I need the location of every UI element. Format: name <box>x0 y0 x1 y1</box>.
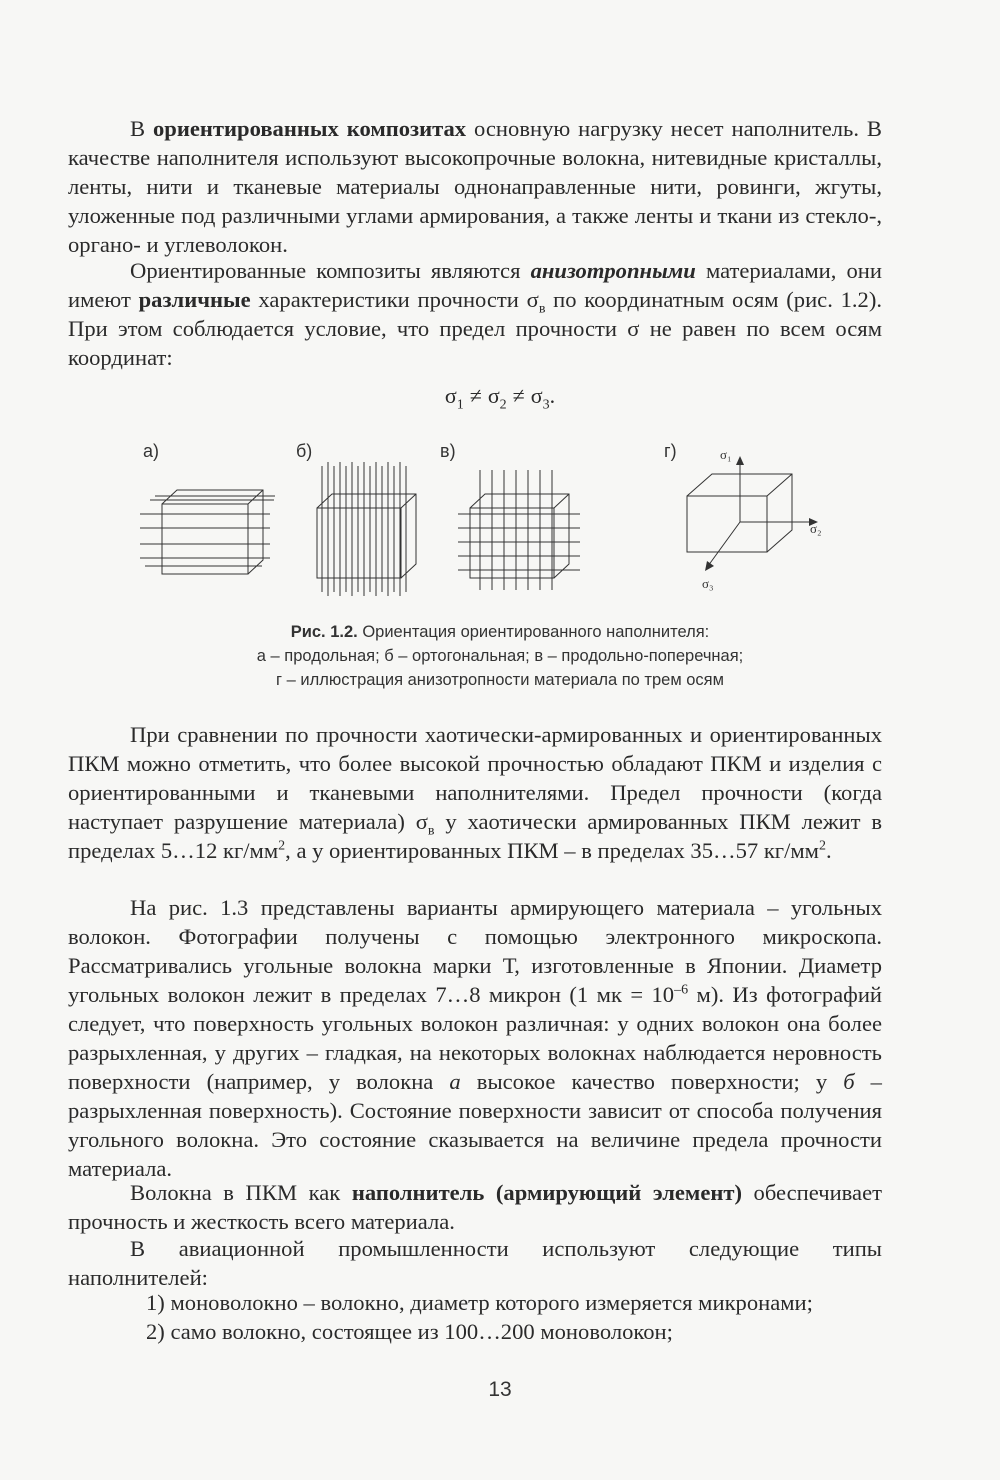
paragraph-3 <box>68 720 882 865</box>
cube-longitudinal-transverse <box>458 470 580 590</box>
p3-sup-1: 2 <box>278 838 286 854</box>
page-number: 13 <box>488 1378 512 1401</box>
arrow-down-left-icon <box>705 561 714 571</box>
p3-text-c: , а у ориентированных ПКМ – в пределах 35…57 кг/мм <box>285 838 819 863</box>
list-item: 1) моноволокно – волокно, диаметр которого измеряется микронами; <box>146 1290 813 1315</box>
caption-number: Рис. 1.2. <box>290 623 358 641</box>
paragraph-4 <box>68 893 882 1183</box>
list-item: 2) само волокно, состоящее из 100…200 моноволокон; <box>146 1319 673 1344</box>
figure-label-b: б) <box>296 441 313 461</box>
p3-text-b: у хаотически армированных ПКМ лежит в пределах 5…12 кг/мм <box>68 809 882 863</box>
caption-title: Ориентация ориентированного наполнителя: <box>357 623 710 641</box>
p5-text-b: обеспечивает прочность и жесткость всего материала. <box>68 1180 882 1234</box>
figure-label-a: а) <box>143 441 160 461</box>
p3-text-d: . <box>825 838 832 863</box>
p4-text-b: м). Из фотографий следует, что поверхность угольных волокон различная: у одних волокон она более разрыхленная, у других – гладкая, на некоторых волокнах наблюдается неровность поверхности (например, у волокна <box>68 982 883 1094</box>
arrow-up-icon <box>736 456 744 465</box>
figure-caption <box>0 620 1000 692</box>
formula-index: 1 <box>456 397 464 413</box>
p3-sup-2: 2 <box>818 838 826 854</box>
caption-line-2: а – продольная; б – ортогональная; в – продольно-поперечная; <box>256 647 744 665</box>
formula-sigma: σ <box>530 383 543 408</box>
paragraph-5 <box>68 1178 882 1236</box>
formula-neq: ≠ <box>512 383 525 408</box>
p2-text-c: характеристики прочности σ <box>250 287 539 312</box>
p1-text: основную нагрузку несет наполнитель. В качестве наполнителя используют высокопрочные волокна, нитевидные кристаллы, ленты, нити и тканевые материалы однонаправленные нити, ровинги, жгуты, уложенные под различными углами армирования, а также ленты и ткани из стекло-, органо- и углеволокон. <box>68 116 882 257</box>
p1-bold-term: ориентированных композитах <box>153 116 467 141</box>
p1-lead: В <box>130 116 153 141</box>
p5-bold-term: наполнитель (армирующий элемент) <box>351 1180 742 1205</box>
cube-orthogonal <box>317 462 416 596</box>
p2-text-b: материалами, они имеют <box>68 258 882 312</box>
p2-text-d: по координатным осям (рис. 1.2). При этом соблюдается условие, что предел прочности σ не равен по всем осям координат: <box>68 287 882 370</box>
cube-anisotropy <box>687 462 812 566</box>
formula-sigma: σ <box>444 383 457 408</box>
axis-sigma1-label: σ₁ <box>720 447 732 462</box>
p4-text-c: высокое качество поверхности; у <box>460 1069 844 1094</box>
formula-index: 2 <box>499 397 507 413</box>
p5-text-a: Волокна в ПКМ как <box>130 1180 352 1205</box>
paragraph-6 <box>68 1234 882 1292</box>
figure-label-g: г) <box>664 441 677 461</box>
figure-label-v: в) <box>440 441 456 461</box>
formula-period: . <box>549 383 556 408</box>
p3-text-a: При сравнении по прочности хаотически-армированных и ориентированных ПКМ можно отметить, что более высокой прочностью обладают ПКМ и изделия с ориентированными и тканевыми наполнителями. Предел прочности (когда наступает разрушение материала) σ <box>68 722 882 834</box>
p2-sub: в <box>538 301 546 317</box>
formula-index: 3 <box>542 397 550 413</box>
formula-sigma: σ <box>487 383 500 408</box>
cube-longitudinal <box>140 490 275 574</box>
p2-bold-term: различные <box>138 287 251 312</box>
axis-sigma3-label: σ₃ <box>702 576 714 591</box>
p2-text-a: Ориентированные композиты являются <box>130 258 531 283</box>
p2-bolditalic-term: анизотропными <box>530 258 696 283</box>
caption-line-3: г – иллюстрация анизотропности материала по трем осям <box>276 671 724 689</box>
p4-text-d: – разрыхленная поверхность). Состояние поверхности зависит от способа получения угольного волокна. Это состояние сказывается на величине предела прочности материала. <box>68 1069 882 1181</box>
p4-italic-b: б <box>843 1069 855 1094</box>
axis-sigma2-label: σ₂ <box>810 521 822 536</box>
p6-text: В авиационной промышленности используют следующие типы наполнителей: <box>68 1236 882 1290</box>
formula-neq: ≠ <box>469 383 482 408</box>
p4-text-a: На рис. 1.3 представлены варианты армирующего материала – угольных волокон. Фотографии получены с помощью электронного микроскопа. Рассматривались угольные волокна марки Т, изготовленные в Японии. Диаметр угольных волокон лежит в пределах 7…8 микрон (1 мк = 10 <box>68 895 882 1007</box>
p3-sub: в <box>427 823 435 839</box>
p4-italic-a: а <box>449 1069 461 1094</box>
p4-sup: –6 <box>674 982 689 998</box>
